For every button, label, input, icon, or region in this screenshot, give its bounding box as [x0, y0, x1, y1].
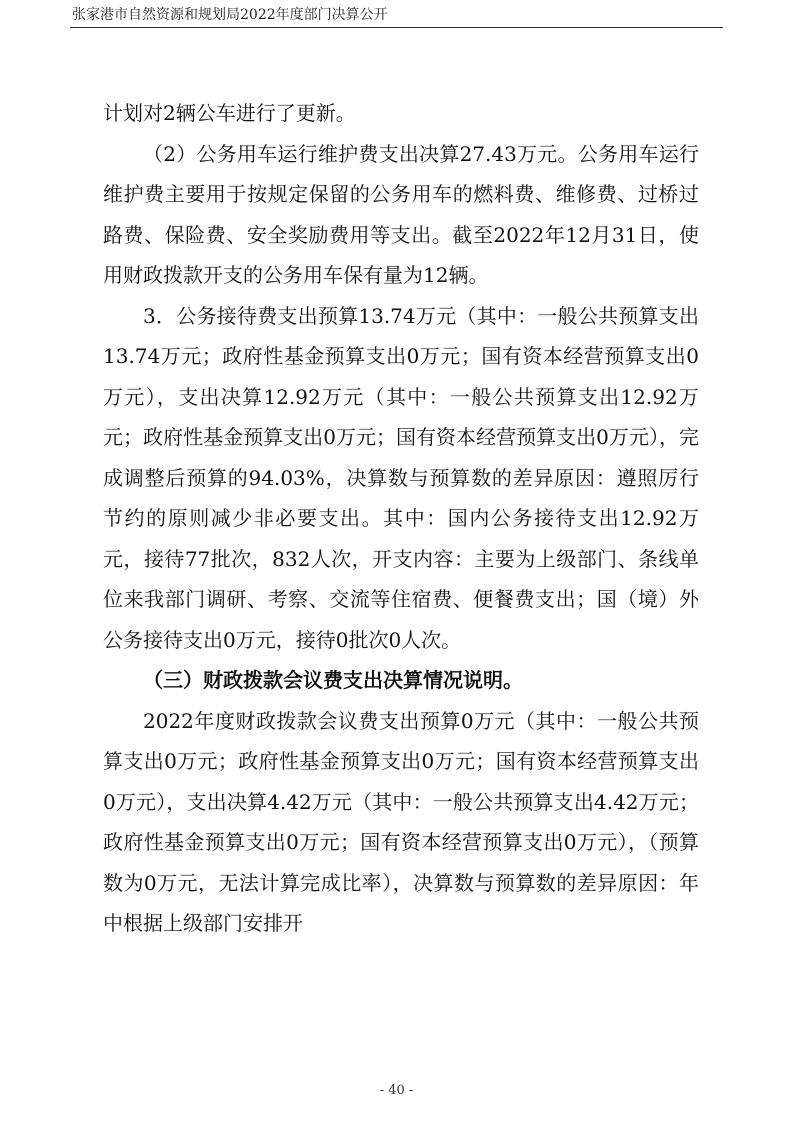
paragraph-meeting-expense: 2022年度财政拨款会议费支出预算0万元（其中：一般公共预算支出0万元；政府性基金预算支出0万元；国有资本经营预算支出0万元），支出决算4.42万元（其中：一般公共预算支出4.42万元；政府性基金预算支出0万元；国有资本经营预算支出0万元），（预算数为0万元，无法计算完成比率），决算数与预算数的差异原因：年中根据上级部门安排开 — [103, 708, 699, 935]
running-header: 张家港市自然资源和规划局2022年度部门决算公开 — [72, 7, 388, 23]
section-heading-meeting-expense: （三）财政拨款会议费支出决算情况说明。 — [143, 668, 523, 692]
paragraph-continuation: 计划对2辆公车进行了更新。 — [103, 101, 356, 125]
paragraph-vehicle-maintenance: （2）公务用车运行维护费支出决算27.43万元。公务用车运行维护费主要用于按规定保留的公务用车的燃料费、维修费、过桥过路费、保险费、安全奖励费用等支出。截至2022年12月31日，使用财政拨款开支的公务用车保有量为12辆。 — [103, 141, 699, 287]
header-divider — [70, 27, 723, 28]
document-body — [103, 93, 699, 944]
page-number: - 40 - — [379, 1083, 414, 1098]
paragraph-reception-expense: 3．公务接待费支出预算13.74万元（其中：一般公共预算支出13.74万元；政府性基金预算支出0万元；国有资本经营预算支出0万元），支出决算12.92万元（其中：一般公共预算支出12.92万元；政府性基金预算支出0万元；国有资本经营预算支出0万元），完成调整后预算的94.03%，决算数与预算数的差异原因：遵照厉行节约的原则减少非必要支出。其中：国内公务接待支出12.92万元，接待77批次，832人次，开支内容：主要为上级部门、条线单位来我部门调研、考察、交流等住宿费、便餐费支出；国（境）外公务接待支出0万元，接待0批次0人次。 — [103, 303, 699, 652]
